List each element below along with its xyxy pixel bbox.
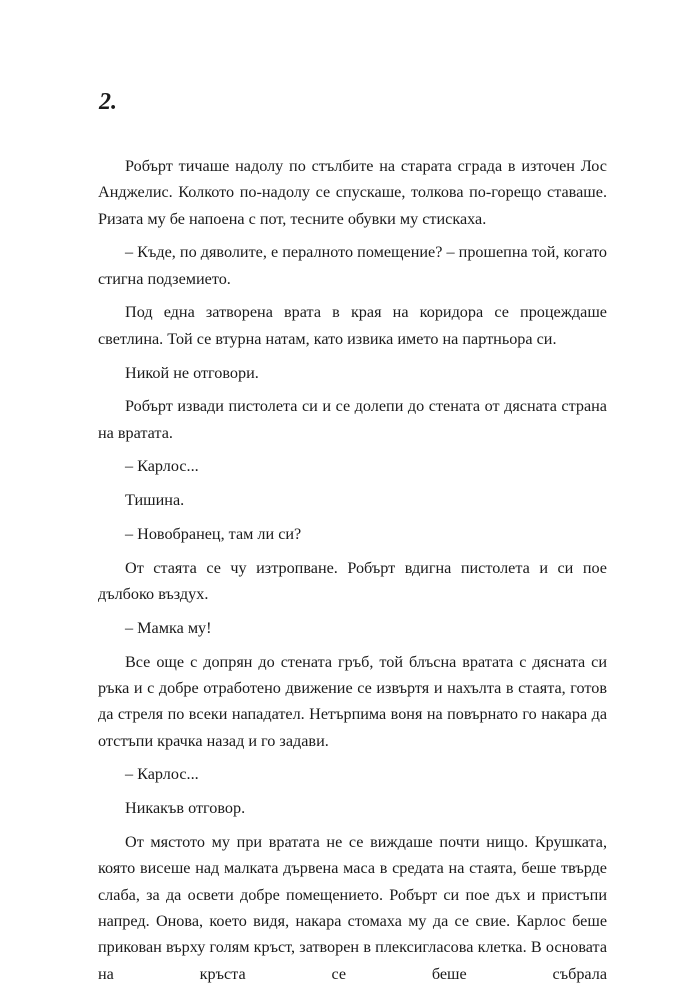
paragraph: – Карлос... bbox=[125, 765, 199, 784]
paragraph: Никакъв отговор. bbox=[125, 799, 246, 818]
paragraph: Под една затворена врата в края на коридора се процеждаше светлина. Той се втурна натам, като извика името на партньора си. bbox=[98, 303, 607, 348]
paragraph: От мястото му при вратата не се виждаше почти нищо. Крушката, която висеше над малката дървена маса в средата на стаята, беше твърде слаба, за да освети добре помещението. Робърт си пое дъх и пристъпи напред. Онова, което видя, накара стомаха му да се свие. Карлос беше прикован върху голям кръст, затворен в плексигласова клетка. В основата на кръста се беше събрала bbox=[98, 833, 607, 983]
paragraph: – Къде, по дяволите, е пералното помещение? – прошепна той, когато стигна подземието. bbox=[98, 243, 607, 288]
paragraph: Робърт тичаше надолу по стълбите на старата сграда в източен Лос Анджелис. Колкото по-надолу се спускаше, толкова по-горещо ставаше. Ризата му бе напоена с пот, тесните обувки му стискаха. bbox=[98, 157, 607, 228]
paragraph: Все още с допрян до стената гръб, той блъсна вратата с дясната си ръка и с добре отработено движение се извъртя и нахълта в стаята, готов да стреля по всеки нападател. Нетърпима воня на повърнато го накара да отстъпи крачка назад и го задави. bbox=[98, 652, 607, 750]
paragraph: От стаята се чу изтропване. Робърт вдигна пистолета и си пое дълбоко въздух. bbox=[98, 558, 607, 604]
paragraph: Робърт извади пистолета си и се долепи до стената от дясната страна на вратата. bbox=[98, 397, 607, 442]
paragraph: – Карлос... bbox=[125, 457, 199, 476]
chapter-text bbox=[98, 153, 607, 994]
chapter-number: 2. bbox=[99, 89, 117, 115]
paragraph: Никой не отговори. bbox=[125, 363, 259, 382]
paragraph: – Мамка му! bbox=[125, 618, 212, 637]
paragraph: Тишина. bbox=[125, 491, 185, 510]
paragraph: – Новобранец, там ли си? bbox=[125, 525, 302, 544]
